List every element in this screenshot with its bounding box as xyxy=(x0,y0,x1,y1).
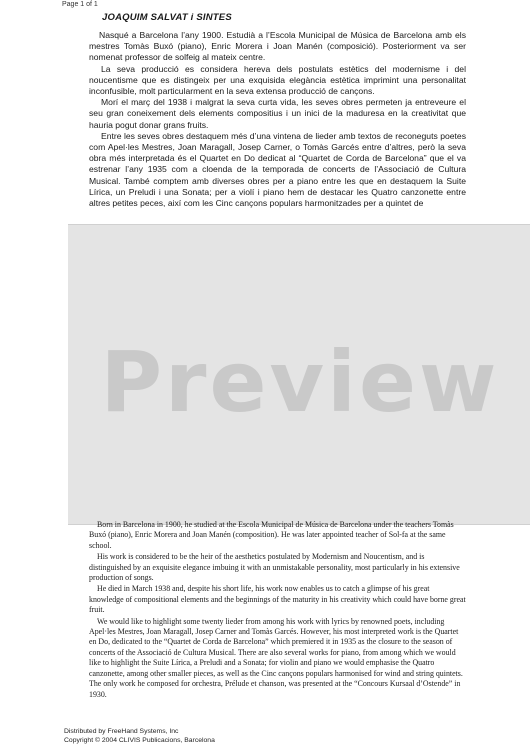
composer-heading: JOAQUIM SALVAT i SINTES xyxy=(102,12,232,23)
english-paragraph: He died in March 1938 and, despite his short life, his work now enables us to catch a glimpse of his great knowledge of compositional elements and the beginnings of the maturity in his creativity which could have borne great fruit. xyxy=(89,584,466,615)
catalan-paragraph: Morí el març del 1938 i malgrat la seva curta vida, les seves obres permeten ja entreveure el seu gran coneixement dels elements compositius i un inici de la maduresa en la creativitat que hauria pogut donar grans fruits. xyxy=(89,97,466,130)
catalan-paragraph: Nasqué a Barcelona l’any 1900. Estudià a l’Escola Municipal de Música de Barcelona amb els mestres Tomàs Buxó (piano), Enric Morera i Joan Manén (composició). Posteriorment va ser nomenat professor de solfeig al mateix centre. xyxy=(89,30,466,63)
distributor-line: Distributed by FreeHand Systems, Inc xyxy=(64,728,179,735)
english-paragraph: His work is considered to be the heir of the aesthetics postulated by Modernism and Noucentism, and is distinguished by an exquisite elegance imbuing it with an unmistakable personality, most particularly in his extensive production of songs. xyxy=(89,552,460,583)
preview-watermark-overlay xyxy=(68,224,530,525)
english-paragraph: Born in Barcelona in 1900, he studied at the Escola Municipal de Música de Barcelona under the teachers Tomàs Buxó (piano), Enric Morera and Joan Manén (composition). He was later appointed teacher of Sol-fa at the same school. xyxy=(89,520,454,550)
english-paragraph: We would like to highlight some twenty lieder from among his work with lyrics by renowned poets, including Apel·les Mestres, Joan Maragall, Josep Carner and Tomàs Garcés. However, his most interpreted work is the Quartet en Do, dedicated to the “Quartet de Corda de Barcelona” which premiered it in 1935 as the closure to the season of concerts of the Associació de Cultura Musical. There are also several works for piano, from among which we would like to highlight the Suite Lírica, a Preludi and a Sonata; for violin and piano we would emphasise the Quatro canzonette, among other smaller pieces, as well as the Cinc cançons populars harmonised for wind and string quintets. The only work he composed for orchestra, Prélude et chanson, was presented at the “Concours Kursaal d’Ostende” in 1930. xyxy=(89,616,463,699)
catalan-paragraph: Entre les seves obres destaquem més d’una vintena de lieder amb textos de reconeguts poetes com Apel·les Mestres, Joan Maragall, Josep Carner, o Tomàs Garcés entre d’altres, però la seva obra més interpretada és el Quartet en Do dedicat al “Quartet de Corda de Barcelona” que el va estrenar l’any 1935 com a cloenda de la temporada de concerts de l’Associació de Cultura Musical. També comptem amb diverses obres per a piano entre les que en destaquem la Suite Lírica, un Preludi i una Sonata; per a violí i piano hem de destacar les Quatro canzonette entre altres petites peces, així com les Cinc cançons populars harmonitzades per a quintet de xyxy=(89,130,466,209)
publisher-footer xyxy=(64,728,215,745)
catalan-paragraph: La seva producció es considera hereva dels postulats estètics del modernisme i del noucentisme que es distingeix per una exquisida elegància estètica imprimint una personalitat inconfusible, molt particularment en la seva extensa producció de cançons. xyxy=(89,63,466,97)
preview-watermark-text: Preview xyxy=(100,333,500,431)
catalan-biography xyxy=(89,30,466,225)
english-biography xyxy=(89,520,466,700)
page-number-label: Page 1 of 1 xyxy=(62,1,98,8)
copyright-line: Copyright © 2004 CLIVIS Publicacions, Barcelona xyxy=(64,736,215,744)
